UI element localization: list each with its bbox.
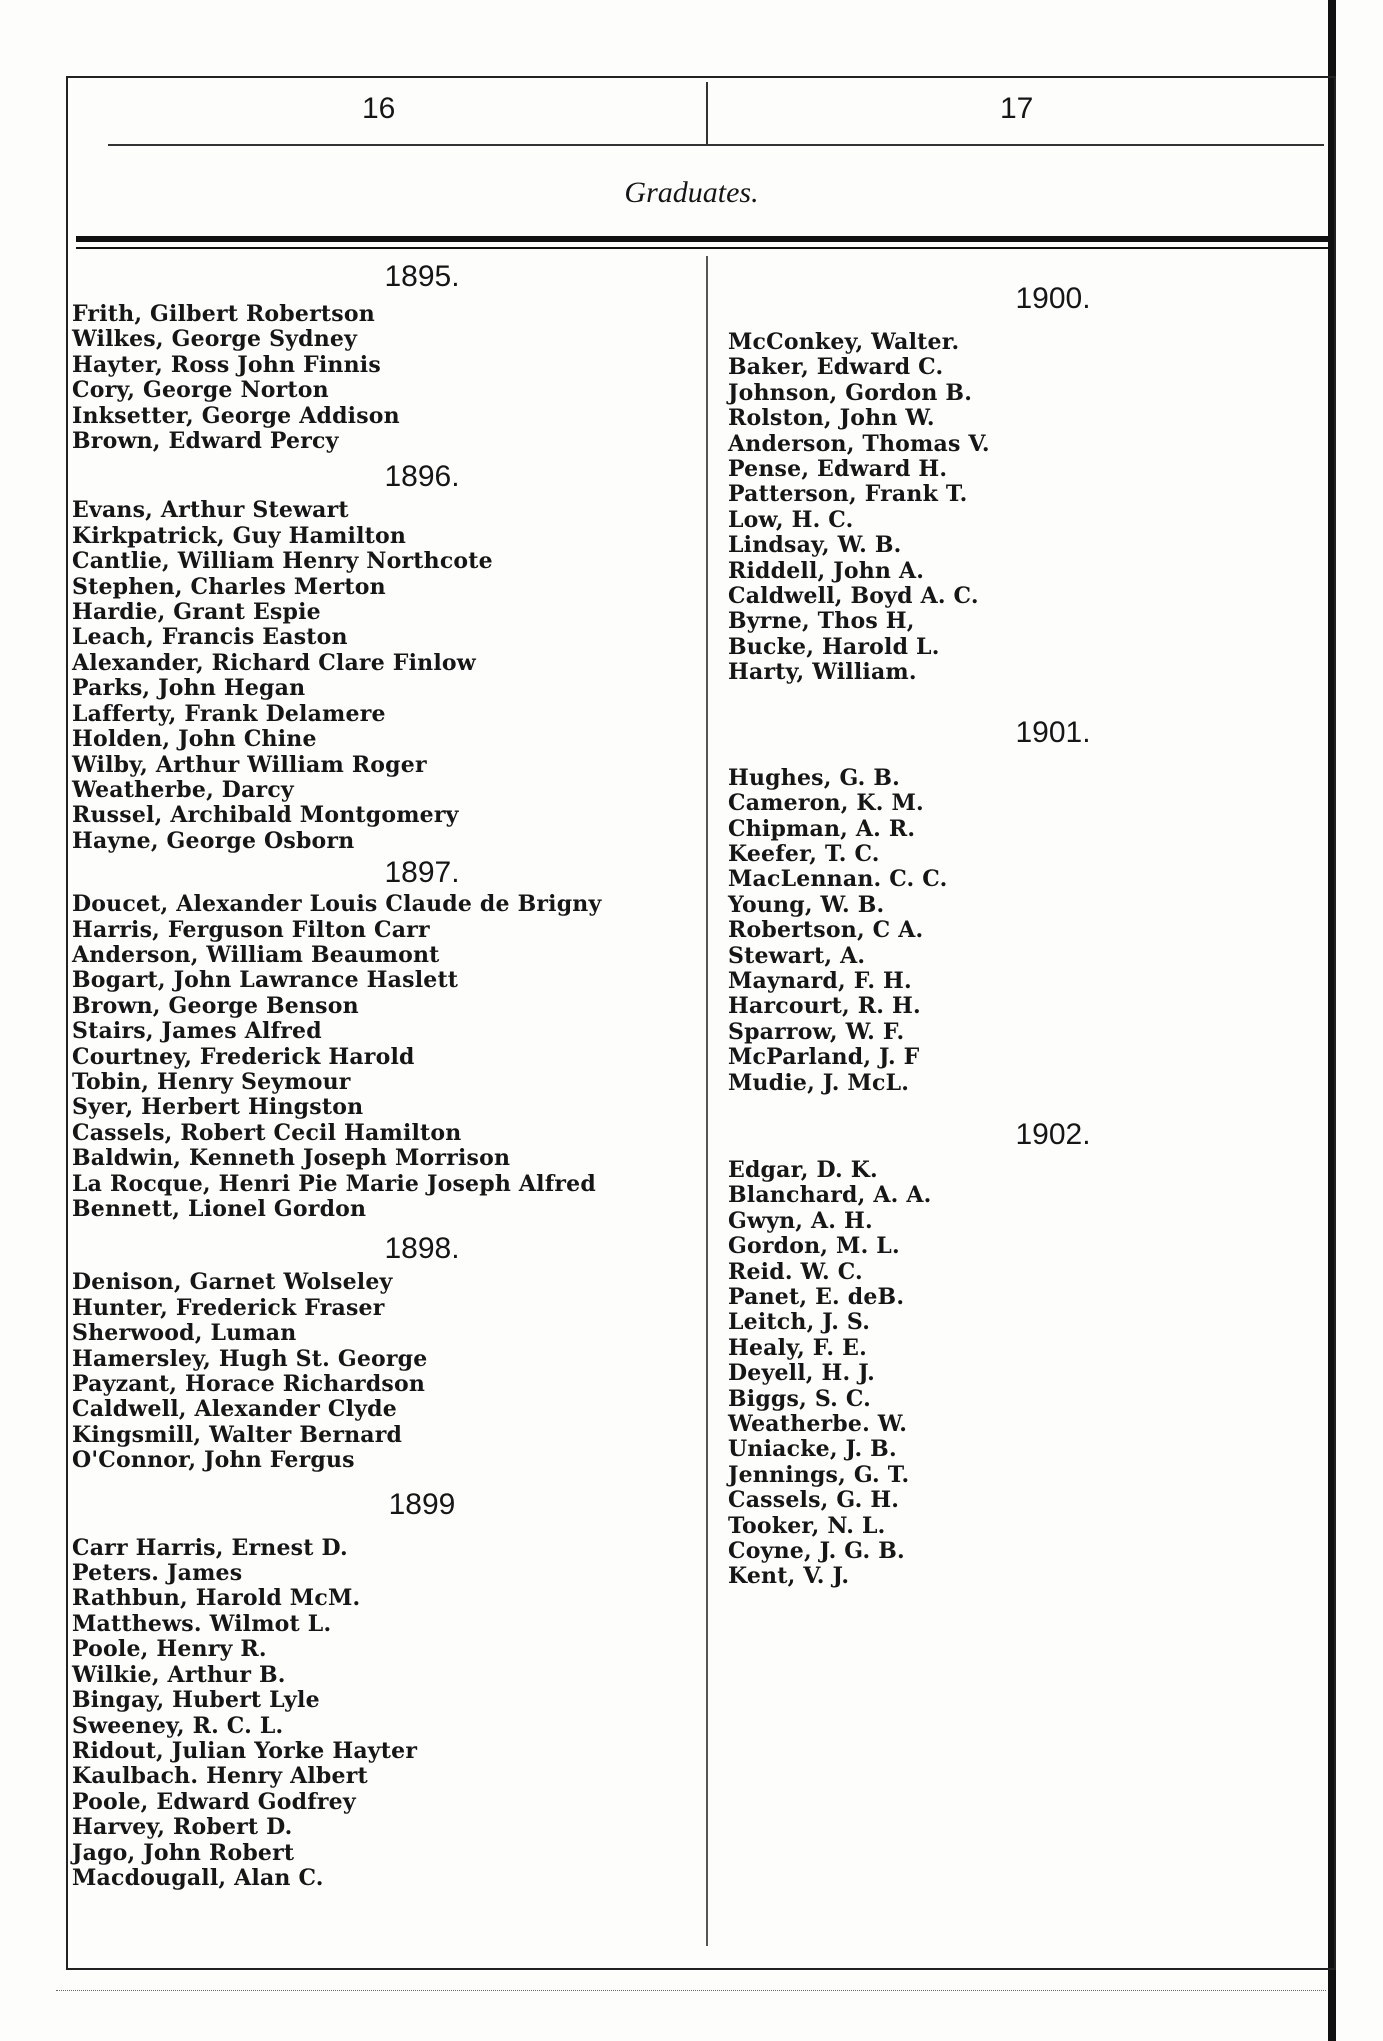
- list-item: Caldwell, Boyd A. C.: [728, 583, 979, 610]
- list-item: Lindsay, W. B.: [728, 532, 902, 559]
- list-item: Brown, George Benson: [72, 992, 359, 1019]
- list-item: La Rocque, Henri Pie Marie Joseph Alfred: [72, 1170, 596, 1197]
- list-item: Courtney, Frederick Harold: [72, 1043, 415, 1070]
- list-item: Johnson, Gordon B.: [728, 379, 973, 406]
- list-item: Bogart, John Lawrance Haslett: [72, 967, 459, 994]
- column-divider: [706, 256, 708, 1946]
- list-item: Young, W. B.: [728, 891, 885, 918]
- list-item: Wilkie, Arthur B.: [72, 1661, 286, 1688]
- list-item: Panet, E. deB.: [728, 1284, 905, 1310]
- year-group-1898: [72, 1232, 692, 1473]
- list-item: Peters. James: [72, 1560, 243, 1587]
- list-item: Anderson, Thomas V.: [728, 430, 990, 457]
- list-item: Hardie, Grant Espie: [72, 599, 321, 626]
- year-heading: 1899: [388, 1487, 456, 1521]
- list-item: Rolston, John W.: [728, 405, 935, 432]
- list-item: Gordon, M. L.: [728, 1233, 900, 1260]
- list-item: Uniacke, J. B.: [728, 1436, 897, 1463]
- heavy-rule: [76, 236, 1330, 242]
- page-number-right: 17: [1000, 92, 1034, 125]
- list-item: Sherwood, Luman: [72, 1320, 297, 1347]
- list-item: McConkey, Walter.: [728, 329, 960, 355]
- left-column: [72, 260, 692, 1891]
- list-item: Frith, Gilbert Robertson: [72, 301, 375, 327]
- list-item: Poole, Henry R.: [72, 1636, 267, 1663]
- list-item: Jennings, G. T.: [728, 1461, 910, 1488]
- list-item: Bennett, Lionel Gordon: [72, 1196, 367, 1222]
- right-column: [728, 260, 1318, 1590]
- list-item: Patterson, Frank T.: [728, 481, 968, 508]
- list-item: Robertson, C A.: [728, 917, 924, 944]
- list-item: Gwyn, A. H.: [728, 1207, 873, 1234]
- list-item: Syer, Herbert Hingston: [72, 1094, 364, 1121]
- list-item: Payzant, Horace Richardson: [72, 1371, 426, 1398]
- list-item: Harcourt, R. H.: [728, 993, 921, 1020]
- list-item: Stairs, James Alfred: [72, 1018, 322, 1045]
- list-item: Inksetter, George Addison: [72, 402, 400, 429]
- list-item: Baldwin, Kenneth Joseph Morrison: [72, 1145, 511, 1172]
- list-item: Wilby, Arthur William Roger: [72, 751, 427, 778]
- list-item: Alexander, Richard Clare Finlow: [72, 649, 476, 676]
- list-item: Bingay, Hubert Lyle: [72, 1687, 320, 1714]
- list-item: Weatherbe, Darcy: [72, 776, 294, 803]
- year-heading: 1901.: [1015, 715, 1091, 749]
- list-item: Coyne, J. G. B.: [728, 1538, 905, 1565]
- list-item: Matthews. Wilmot L.: [72, 1610, 332, 1637]
- list-item: Harvey, Robert D.: [72, 1814, 293, 1841]
- list-item: Mudie, J. McL.: [728, 1069, 910, 1096]
- list-item: Cassels, G. H.: [728, 1487, 900, 1514]
- year-group-1900: [728, 282, 1318, 686]
- list-item: Cantlie, William Henry Northcote: [72, 548, 493, 575]
- list-item: Anderson, William Beaumont: [72, 941, 440, 968]
- list-item: Rathbun, Harold McM.: [72, 1585, 361, 1612]
- year-heading: 1902.: [1015, 1117, 1091, 1151]
- list-item: Hamersley, Hugh St. George: [72, 1345, 428, 1372]
- heavy-rule-double: [76, 247, 1330, 249]
- list-item: Harty, William.: [728, 659, 917, 686]
- list-item: Stewart, A.: [728, 942, 866, 969]
- list-item: Reid. W. C.: [728, 1258, 863, 1285]
- list-item: Blanchard, A. A.: [728, 1182, 932, 1209]
- list-item: Stephen, Charles Merton: [72, 573, 386, 600]
- list-item: Cory, George Norton: [72, 377, 329, 404]
- list-item: Keefer, T. C.: [728, 840, 880, 867]
- list-item: Leitch, J. S.: [728, 1309, 871, 1336]
- list-item: Tobin, Henry Seymour: [72, 1068, 351, 1095]
- list-item: Riddell, John A.: [728, 557, 925, 584]
- list-item: Parks, John Hegan: [72, 675, 306, 702]
- list-item: McParland, J. F: [728, 1044, 920, 1071]
- year-group-1895: [72, 260, 692, 454]
- list-item: Sparrow, W. F.: [728, 1018, 905, 1045]
- list-item: Bucke, Harold L.: [728, 633, 940, 660]
- list-item: Harris, Ferguson Filton Carr: [72, 916, 430, 943]
- list-item: Hayter, Ross John Finnis: [72, 351, 381, 378]
- list-item: Brown, Edward Percy: [72, 428, 339, 455]
- header-rule: [108, 144, 1324, 146]
- list-item: Hayne, George Osborn: [72, 827, 355, 854]
- list-item: Healy, F. E.: [728, 1334, 867, 1361]
- list-item: Kirkpatrick, Guy Hamilton: [72, 522, 407, 549]
- list-item: Cameron, K. M.: [728, 790, 924, 817]
- year-group-1902: [728, 1118, 1318, 1590]
- list-item: Kent, V. J.: [728, 1563, 850, 1590]
- list-item: Kingsmill, Walter Bernard: [72, 1421, 403, 1448]
- list-item: Pense, Edward H.: [728, 456, 948, 483]
- list-item: Tooker, N. L.: [728, 1512, 886, 1539]
- list-item: Maynard, F. H.: [728, 967, 912, 994]
- year-group-1899: [72, 1488, 692, 1892]
- list-item: Baker, Edward C.: [728, 354, 944, 381]
- list-item: Weatherbe. W.: [728, 1411, 908, 1438]
- page-number-left: 16: [362, 92, 396, 125]
- year-heading: 1896.: [384, 460, 460, 494]
- list-item: Evans, Arthur Stewart: [72, 497, 349, 524]
- list-item: Jago, John Robert: [72, 1839, 295, 1866]
- list-item: Sweeney, R. C. L.: [72, 1712, 284, 1739]
- year-heading: 1895.: [384, 260, 460, 293]
- list-item: O'Connor, John Fergus: [72, 1447, 355, 1474]
- list-item: Chipman, A. R.: [728, 815, 916, 842]
- list-item: Holden, John Chine: [72, 726, 317, 753]
- list-item: Kaulbach. Henry Albert: [72, 1763, 368, 1790]
- list-item: Cassels, Robert Cecil Hamilton: [72, 1119, 462, 1146]
- list-item: Byrne, Thos H,: [728, 608, 915, 635]
- list-item: Hunter, Frederick Fraser: [72, 1294, 385, 1321]
- list-item: Poole, Edward Godfrey: [72, 1788, 356, 1815]
- footer-rule: [56, 1990, 1326, 1992]
- list-item: Hughes, G. B.: [728, 764, 901, 791]
- list-item: Lafferty, Frank Delamere: [72, 700, 386, 727]
- list-item: Doucet, Alexander Louis Claude de Brigny: [72, 891, 602, 918]
- list-item: Carr Harris, Ernest D.: [72, 1534, 348, 1561]
- list-item: Leach, Francis Easton: [72, 624, 348, 651]
- list-item: Caldwell, Alexander Clyde: [72, 1396, 397, 1423]
- year-group-1897: [72, 856, 692, 1222]
- header-divider: [706, 82, 708, 144]
- list-item: Low, H. C.: [728, 506, 854, 533]
- year-group-1901: [728, 716, 1318, 1096]
- year-group-1896: [72, 460, 692, 854]
- list-item: Macdougall, Alan C.: [72, 1864, 324, 1891]
- list-item: Wilkes, George Sydney: [72, 326, 358, 353]
- section-title: Graduates.: [624, 176, 759, 209]
- year-heading: 1900.: [1015, 282, 1091, 315]
- list-item: Edgar, D. K.: [728, 1156, 878, 1183]
- list-item: Ridout, Julian Yorke Hayter: [72, 1737, 418, 1764]
- list-item: MacLennan. C. C.: [728, 866, 948, 893]
- list-item: Denison, Garnet Wolseley: [72, 1269, 393, 1296]
- year-heading: 1897.: [384, 856, 460, 890]
- list-item: Biggs, S. C.: [728, 1385, 872, 1412]
- list-item: Deyell, H. J.: [728, 1360, 875, 1387]
- list-item: Russel, Archibald Montgomery: [72, 802, 459, 829]
- year-heading: 1898.: [384, 1232, 460, 1266]
